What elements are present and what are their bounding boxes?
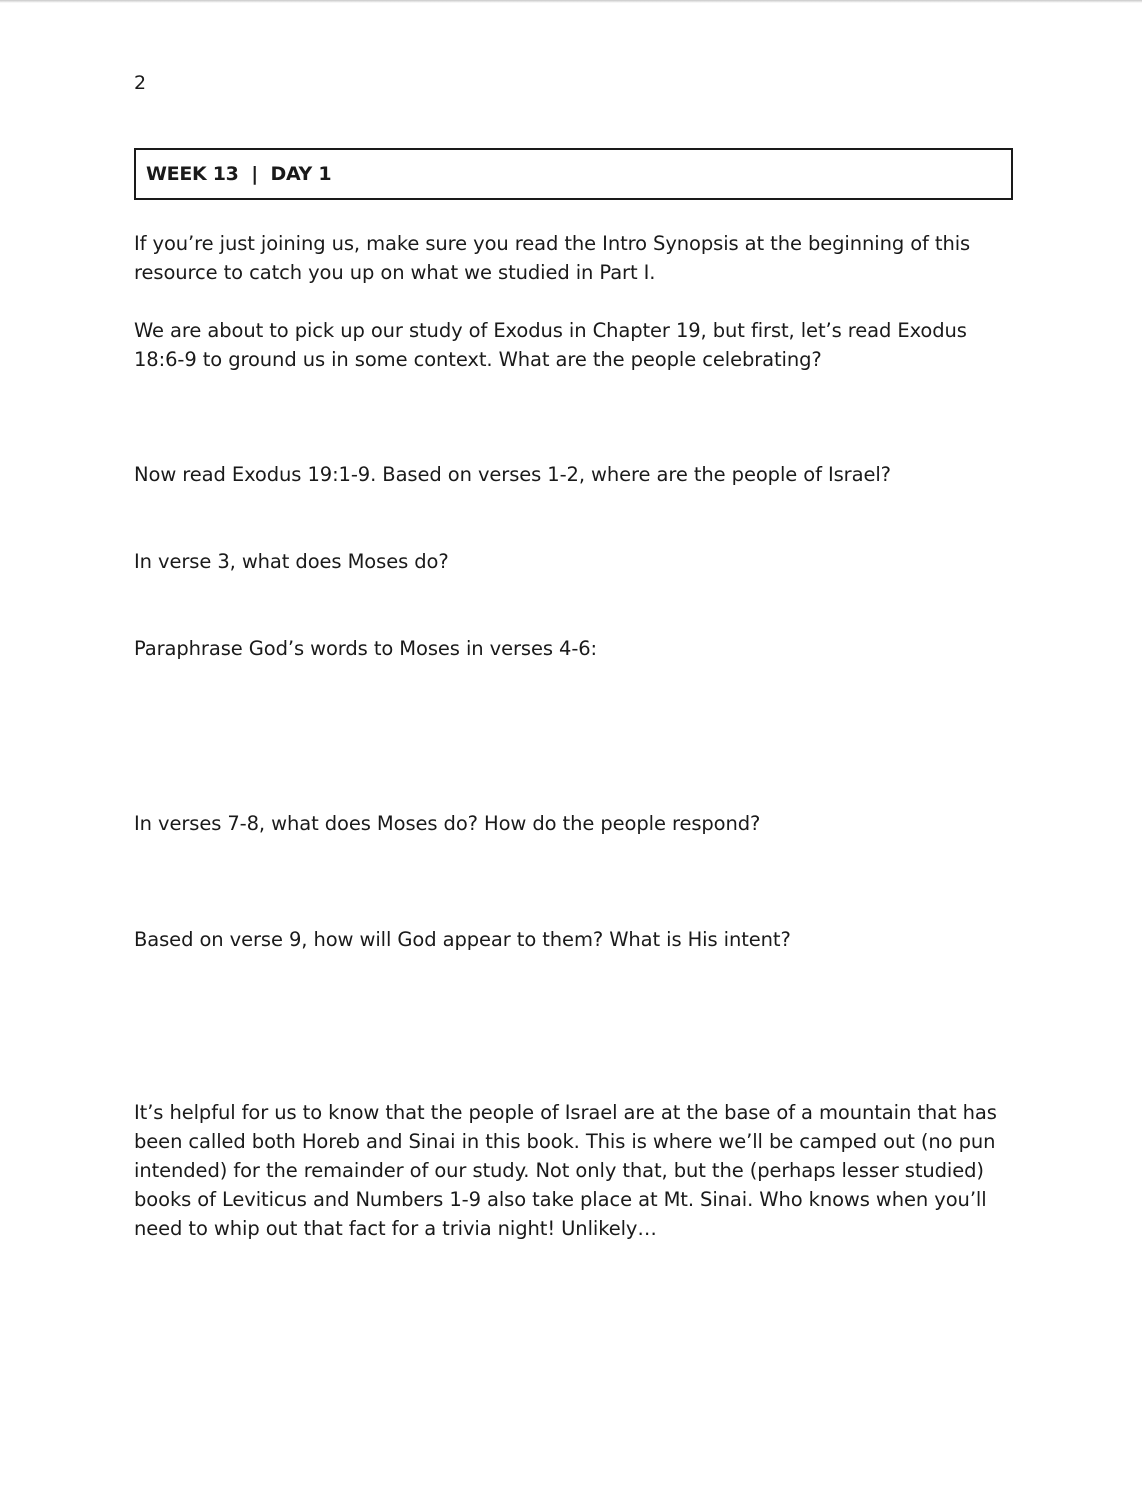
section-header-box [134, 148, 1013, 200]
question-verse-3: In verse 3, what does Moses do? [134, 550, 449, 573]
section-header-title: WEEK 13 | DAY 1 [146, 163, 332, 185]
page-top-edge [0, 0, 1142, 3]
question-verses-1-2: Now read Exodus 19:1-9. Based on verses 1-2, where are the people of Israel? [134, 463, 891, 486]
intro-paragraph: If you’re just joining us, make sure you read the Intro Synopsis at the beginning of this resource to catch you up on what we studied in Part I. [134, 232, 971, 284]
context-question: We are about to pick up our study of Exodus in Chapter 19, but first, let’s read Exodus 18:6-9 to ground us in some context. What are the people celebrating? [134, 319, 967, 371]
question-verse-9: Based on verse 9, how will God appear to them? What is His intent? [134, 928, 791, 951]
closing-paragraph: It’s helpful for us to know that the people of Israel are at the base of a mountain that has been called both Horeb and Sinai in this book. This is where we’ll be camped out (no pun intended) for the remainder of our study. Not only that, but the (perhaps lesser studied) books of Leviticus and Numbers 1-9 also take place at Mt. Sinai. Who knows when you’ll need to whip out that fact for a trivia night! Unlikely… [134, 1101, 997, 1240]
page-number: 2 [134, 72, 147, 94]
question-verses-7-8: In verses 7-8, what does Moses do? How do the people respond? [134, 812, 761, 835]
question-verses-4-6: Paraphrase God’s words to Moses in verses 4-6: [134, 637, 598, 660]
